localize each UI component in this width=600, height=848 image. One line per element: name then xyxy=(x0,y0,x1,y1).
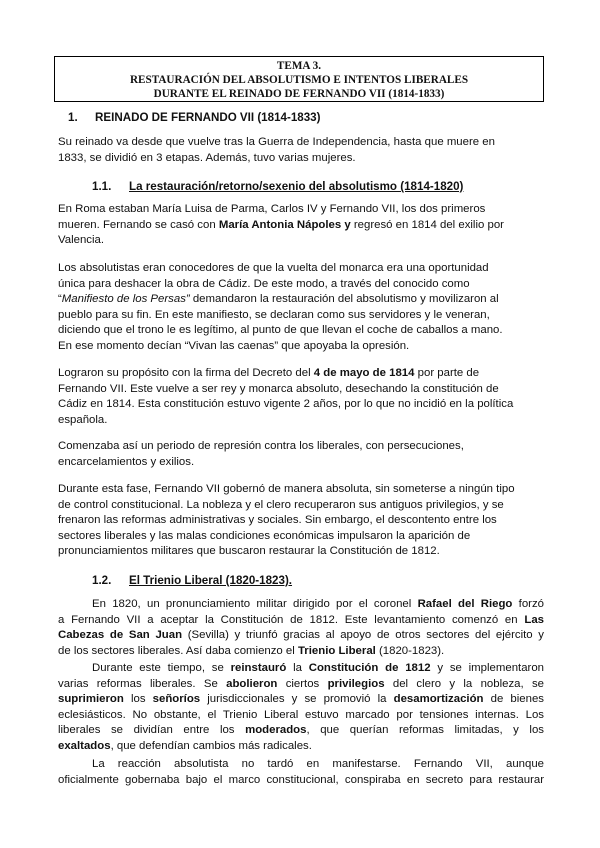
title-line-1: TEMA 3. xyxy=(276,60,322,72)
subsection-1-1-title: La restauración/retorno/sexenio del absolutismo (1814-1820) xyxy=(129,180,464,193)
section-1-title: REINADO DE FERNANDO VII (1814-1833) xyxy=(95,111,321,124)
subsection-1-1-paragraph-4: Comenzaba así un periodo de represión contra los liberales, con persecuciones, encarcelamientos y exilios. xyxy=(58,440,464,468)
title-line-2: RESTAURACIÓN DEL ABSOLUTISMO E INTENTOS LIBERALES xyxy=(129,74,469,86)
section-1-number: 1. xyxy=(68,111,78,124)
subsection-1-1-number: 1.1. xyxy=(92,180,112,193)
subsection-1-2-number: 1.2. xyxy=(92,574,112,587)
section-1-paragraph: Su reinado va desde que vuelve tras la Guerra de Independencia, hasta que muere en 1833, se dividió en 3 etapas. Además, tuvo varias mujeres. xyxy=(58,136,495,164)
title-line-3: DURANTE EL REINADO DE FERNANDO VII (1814-1833) xyxy=(153,88,445,100)
subsection-1-1-paragraph-2: Los absolutistas eran conocedores de que la vuelta del monarca era una oportunidad única para deshacer la obra de Cádiz. De este modo, a través del conocido como “Manifiesto de los Persas” demandaron la restauración del absolutismo y movilizaron al pueblo para su fin. En este manifiesto, se declaran como sus servidores y le veneran, diciendo que el trono le es legítimo, al punto de que llevan el coche de caballos a mano. En ese momento decían “Vivan las caenas” que apoyaba la opresión. xyxy=(58,262,503,352)
subsection-1-2-paragraph-1: En 1820, un pronunciamiento militar dirigido por el coronel Rafael del Riego forzó a Fernando VII a aceptar la Constitución de 1812. Este levantamiento comenzó en Las Cabezas de San Juan (Sevilla) y triunfó gracias al apoyo de otros sectores del ejército y de los sectores liberales. Así daba comienzo el Trienio Liberal (1820-1823). xyxy=(58,598,544,657)
subsection-1-1-paragraph-3: Lograron su propósito con la firma del Decreto del 4 de mayo de 1814 por parte de Fernando VII. Este vuelve a ser rey y monarca absoluto, desechando la constitución de Cádiz en 1814. Esta constitución estuvo vigente 2 años, por lo que no incidió en la política española. xyxy=(58,367,514,426)
subsection-1-1-paragraph-5: Durante esta fase, Fernando VII gobernó de manera absoluta, sin someterse a ningún tipo de control constitucional. La nobleza y el clero recuperaron sus antiguos privilegios, y se frenaron las reformas administrativas y sociales. Sin embargo, el descontento entre los sectores liberales y las malas condiciones económicas impulsaron la aparición de pronunciamientos militares que buscaron restaurar la Constitución de 1812. xyxy=(58,483,515,557)
title-box xyxy=(54,56,544,102)
subsection-1-2-title: El Trienio Liberal (1820-1823). xyxy=(129,574,293,587)
subsection-1-2-paragraph-2: Durante este tiempo, se reinstauró la Constitución de 1812 y se implementaron varias reformas liberales. Se abolieron ciertos privilegios del clero y la nobleza, se suprimieron los señoríos jurisdiccionales y se promovió la desamortización de bienes eclesiásticos. No obstante, el Trienio Liberal estuvo marcado por tensiones internas. Los liberales se dividían entre los moderados, que querían reformas limitadas, y los exaltados, que defendían cambios más radicales. xyxy=(58,662,544,752)
subsection-1-1-paragraph-1: En Roma estaban María Luisa de Parma, Carlos IV y Fernando VII, los dos primeros mueren. Fernando se casó con María Antonia Nápoles y regresó en 1814 del exilio por Valencia. xyxy=(58,203,504,246)
subsection-1-2-paragraph-3: La reacción absolutista no tardó en manifestarse. Fernando VII, aunque oficialmente gobernaba bajo el marco constitucional, conspiraba en secreto para restaurar xyxy=(58,758,544,786)
